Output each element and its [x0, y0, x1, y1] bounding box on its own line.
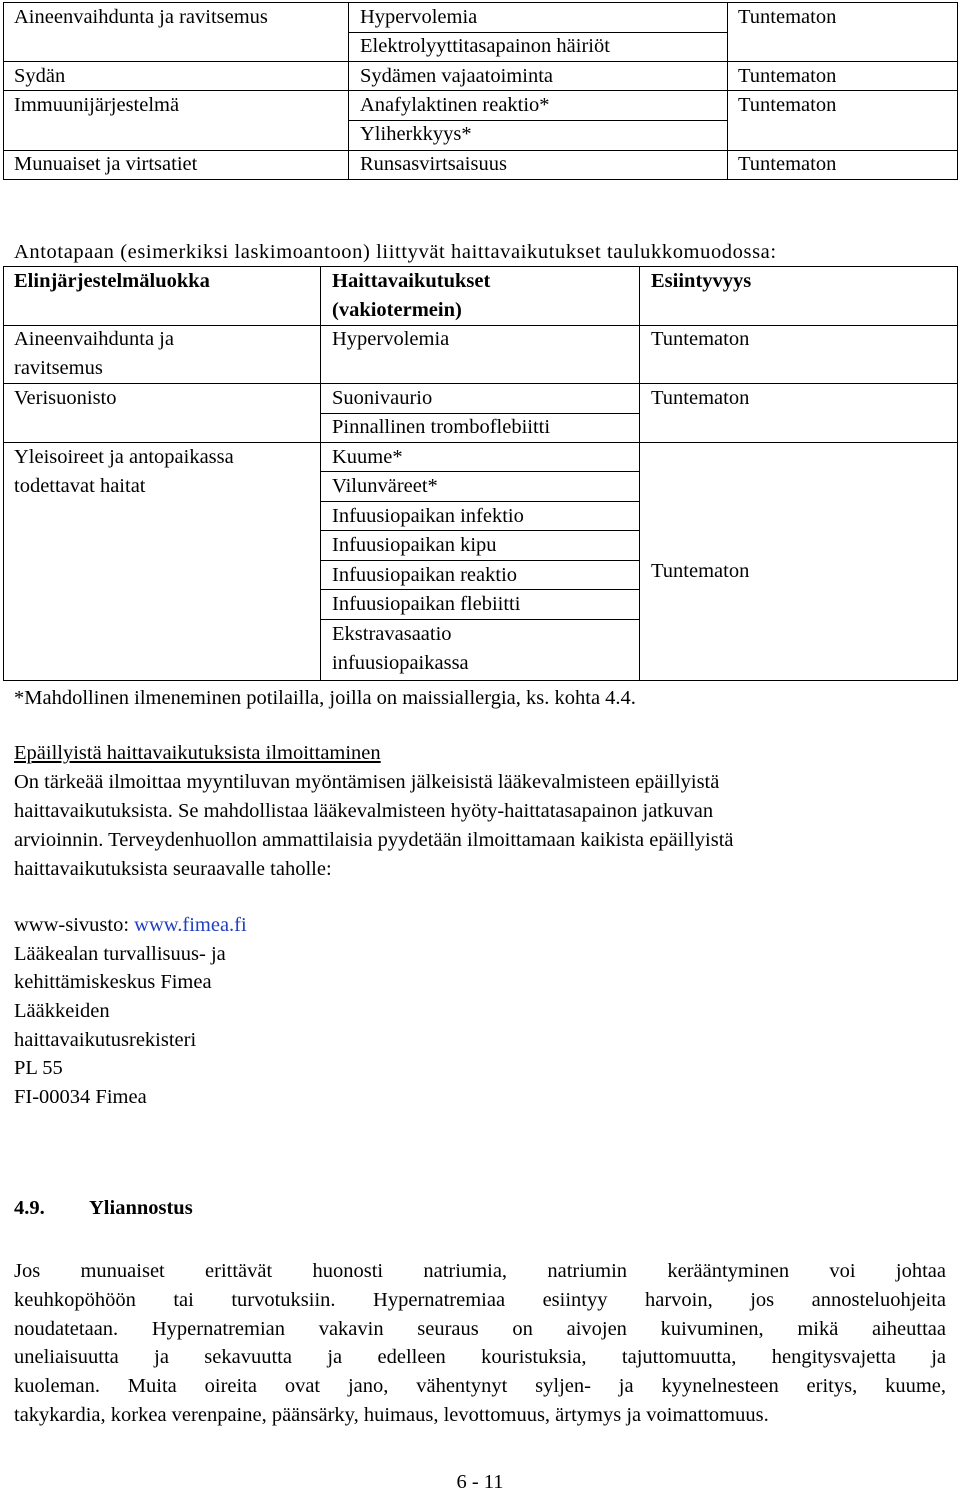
- table-cell: infuusiopaikassa: [332, 652, 469, 674]
- paragraph-line: kuoleman. Muita oireita ovat jano, vähentynyt syljen- ja kyynelnesteen eritys, kuume,: [14, 1375, 946, 1397]
- table-cell: Tuntematon: [738, 65, 837, 87]
- fimea-link[interactable]: www.fimea.fi: [134, 914, 247, 936]
- paragraph-line: On tärkeää ilmoittaa myyntiluvan myöntämisen jälkeisistä lääkevalmisteen epäillyistä: [14, 771, 720, 793]
- address-line: kehittämiskeskus Fimea: [14, 971, 212, 993]
- table-2-intro: Antotapaan (esimerkiksi laskimoantoon) liittyvät haittavaikutukset taulukkomuodossa:: [14, 241, 777, 263]
- table-cell: Yliherkkyys*: [360, 123, 472, 145]
- table-cell: Tuntematon: [738, 94, 837, 116]
- table-cell: Anafylaktinen reaktio*: [360, 94, 550, 116]
- table-cell: Ekstravasaatio: [332, 623, 452, 645]
- paragraph-line: haittavaikutuksista seuraavalle taholle:: [14, 858, 332, 880]
- section-number: 4.9.: [14, 1197, 45, 1219]
- paragraph-line: Jos munuaiset erittävät huonosti natriumia, natriumin kerääntyminen voi johtaa: [14, 1260, 946, 1282]
- table-cell: Aineenvaihdunta ja ravitsemus: [14, 6, 268, 28]
- paragraph-line: noudatetaan. Hypernatremian vakavin seuraus on aivojen kuivuminen, mikä aiheuttaa: [14, 1318, 946, 1340]
- reporting-heading: Epäillyistä haittavaikutuksista ilmoittaminen: [14, 742, 381, 764]
- table-cell: Hypervolemia: [360, 6, 478, 28]
- table-cell: Pinnallinen tromboflebiitti: [332, 416, 551, 438]
- table-cell: Sydämen vajaatoiminta: [360, 65, 553, 87]
- table-cell: Tuntematon: [738, 153, 837, 175]
- address-line: Lääkealan turvallisuus- ja: [14, 943, 226, 965]
- section-title: Yliannostus: [89, 1197, 193, 1219]
- table-cell: Aineenvaihdunta ja: [14, 328, 174, 350]
- address-line: haittavaikutusrekisteri: [14, 1029, 197, 1051]
- paragraph-line: haittavaikutuksista. Se mahdollistaa lääkevalmisteen hyöty-haittatasapainon jatkuvan: [14, 800, 714, 822]
- column-header-frequency: Esiintyvyys: [651, 270, 752, 292]
- paragraph-line: arvioinnin. Terveydenhuollon ammattilaisia pyydetään ilmoittamaan kaikista epäillyistä: [14, 829, 734, 851]
- table-cell: Immuunijärjestelmä: [14, 94, 180, 116]
- column-header-organ: Elinjärjestelmäluokka: [14, 270, 210, 292]
- paragraph-line: takykardia, korkea verenpaine, päänsärky, huimaus, levottomuus, ärtymys ja voimattomuus.: [14, 1404, 769, 1426]
- table-cell: Vilunväreet*: [332, 475, 438, 497]
- address-line: PL 55: [14, 1057, 63, 1079]
- table-cell: Kuume*: [332, 446, 403, 468]
- table-cell: Infuusiopaikan infektio: [332, 505, 524, 527]
- table-cell: todettavat haitat: [14, 475, 146, 497]
- table-cell: Infuusiopaikan flebiitti: [332, 593, 521, 615]
- table-cell: Elektrolyyttitasapainon häiriöt: [360, 35, 610, 57]
- address-line: Lääkkeiden: [14, 1000, 110, 1022]
- table-cell: Hypervolemia: [332, 328, 450, 350]
- table-cell: Yleisoireet ja antopaikassa: [14, 446, 234, 468]
- table-cell: ravitsemus: [14, 357, 103, 379]
- column-header-effects-sub: (vakiotermein): [332, 299, 462, 321]
- table-cell: Sydän: [14, 65, 66, 87]
- address-line: FI-00034 Fimea: [14, 1086, 147, 1108]
- table-footnote: *Mahdollinen ilmeneminen potilailla, joilla on maissiallergia, ks. kohta 4.4.: [14, 687, 636, 709]
- table-cell: Verisuonisto: [14, 387, 117, 409]
- table-cell: Suonivaurio: [332, 387, 433, 409]
- table-cell: Runsasvirtsaisuus: [360, 153, 507, 175]
- table-cell: Tuntematon: [651, 387, 750, 409]
- website-line: [14, 911, 247, 940]
- table-cell: Tuntematon: [651, 560, 750, 582]
- paragraph-line: uneliaisuutta ja sekavuutta ja edelleen kouristuksia, tajuttomuutta, hengitysvajetta ja: [14, 1346, 946, 1368]
- table-cell: Infuusiopaikan reaktio: [332, 564, 518, 586]
- table-cell: Tuntematon: [651, 328, 750, 350]
- table-cell: Tuntematon: [738, 6, 837, 28]
- paragraph-line: keuhkopöhöön tai turvotuksiin. Hypernatremiaa esiintyy harvoin, jos annosteluohjeita: [14, 1289, 946, 1311]
- table-cell: Infuusiopaikan kipu: [332, 534, 497, 556]
- website-label: www-sivusto:: [14, 914, 135, 936]
- column-header-effects: Haittavaikutukset: [332, 270, 491, 292]
- page-number: 6 - 11: [456, 1471, 504, 1493]
- table-cell: Munuaiset ja virtsatiet: [14, 153, 198, 175]
